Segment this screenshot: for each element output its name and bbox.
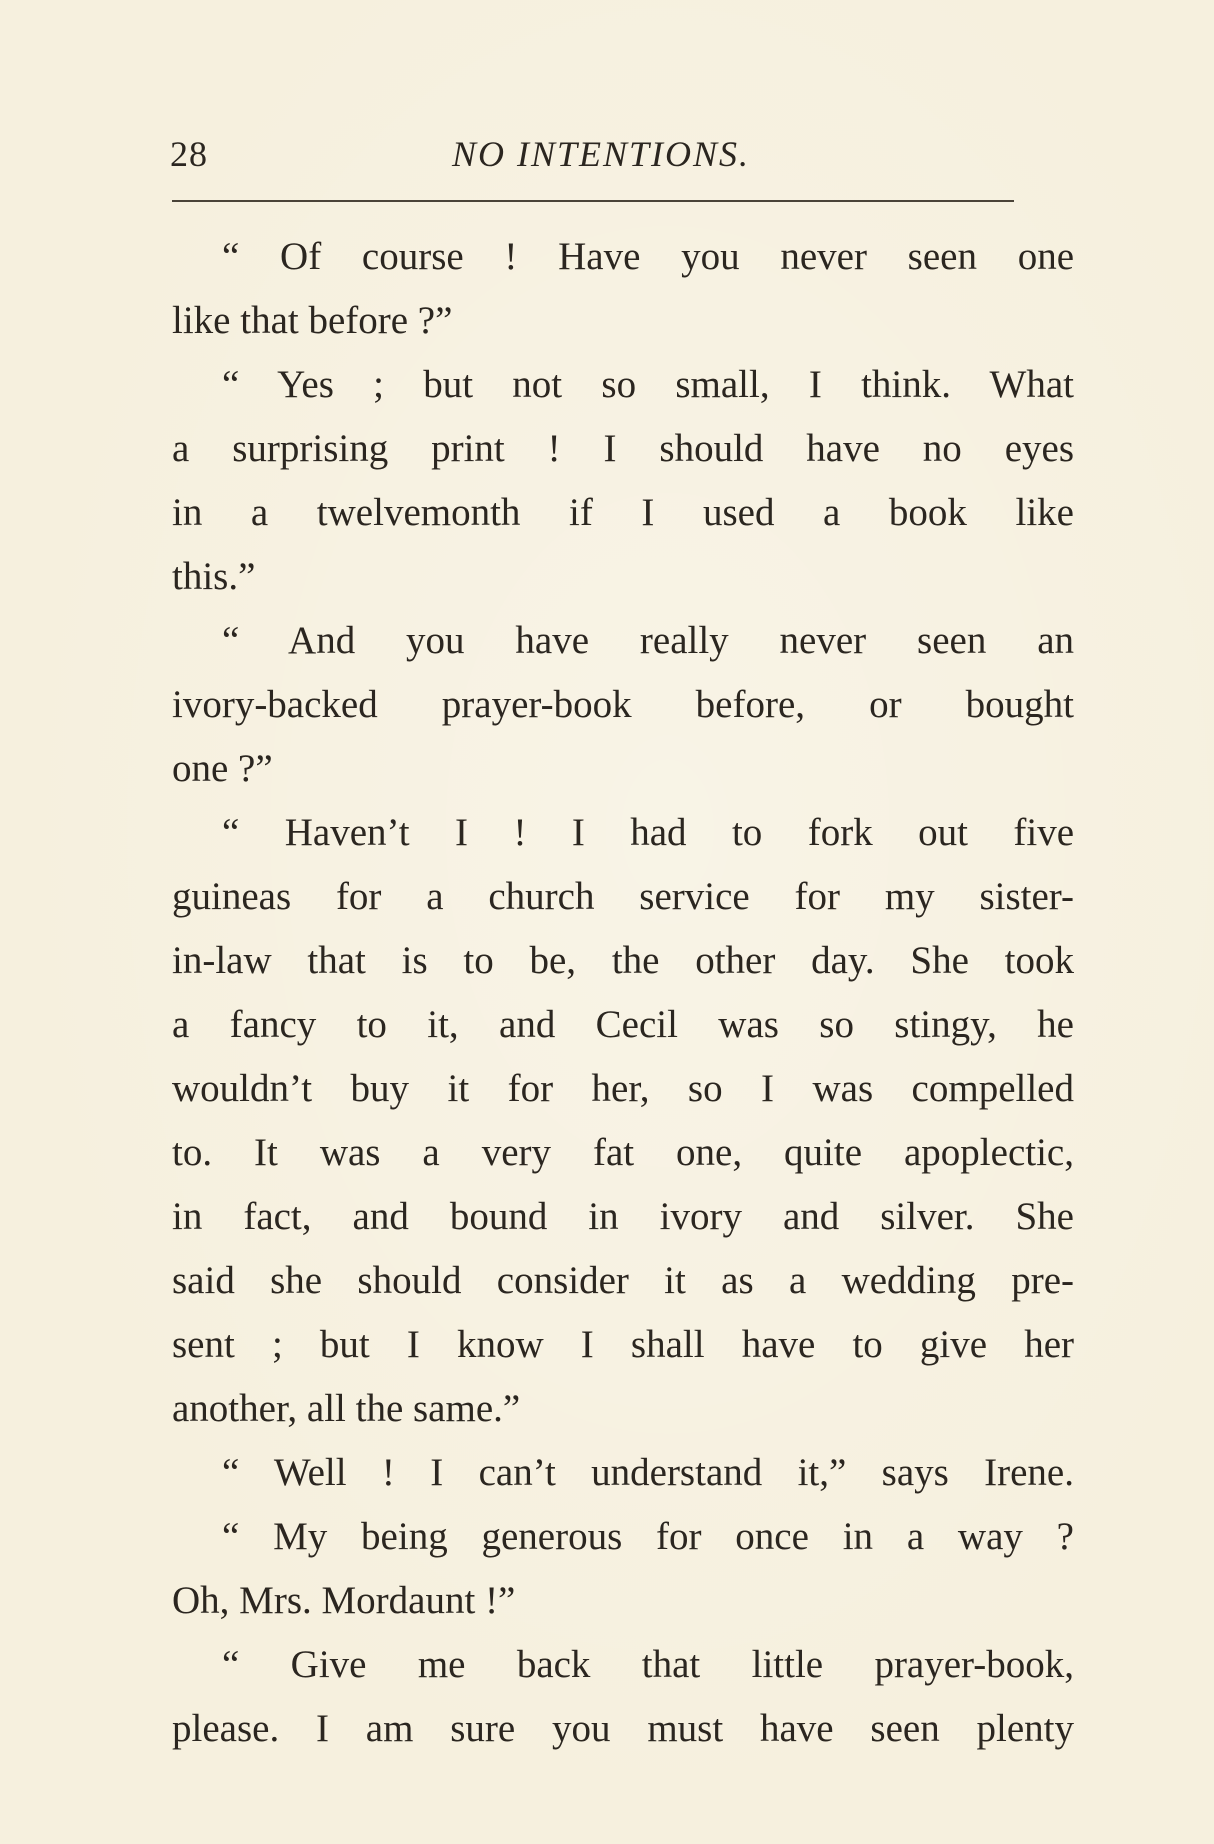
- text-line: guineas for a church service for my sister-: [172, 875, 1074, 918]
- text-line: “ Yes ; but not so small, I think. What: [222, 363, 1074, 406]
- running-title: NO INTENTIONS.: [452, 134, 751, 174]
- text-line: please. I am sure you must have seen plenty: [172, 1707, 1074, 1750]
- text-line: in a twelvemonth if I used a book like: [172, 491, 1074, 534]
- page-number: 28: [170, 134, 208, 174]
- text-line: “ Give me back that little prayer-book,: [222, 1643, 1074, 1686]
- text-line: another, all the same.”: [172, 1387, 521, 1430]
- text-line: a surprising print ! I should have no eyes: [172, 427, 1074, 470]
- text-line: like that before ?”: [172, 299, 453, 342]
- text-line: to. It was a very fat one, quite apoplectic,: [172, 1131, 1074, 1174]
- text-line: Oh, Mrs. Mordaunt !”: [172, 1579, 516, 1622]
- text-line: “ Well ! I can’t understand it,” says Irene.: [222, 1451, 1074, 1494]
- text-line: “ Haven’t I ! I had to fork out five: [222, 811, 1074, 854]
- text-line: one ?”: [172, 747, 273, 790]
- text-line: a fancy to it, and Cecil was so stingy, he: [172, 1003, 1074, 1046]
- text-line: sent ; but I know I shall have to give her: [172, 1323, 1074, 1366]
- text-line: wouldn’t buy it for her, so I was compelled: [172, 1067, 1074, 1110]
- text-line: in fact, and bound in ivory and silver. She: [172, 1195, 1074, 1238]
- text-line: ivory-backed prayer-book before, or bought: [172, 683, 1074, 726]
- text-line: said she should consider it as a wedding pre-: [172, 1259, 1074, 1302]
- text-line: in-law that is to be, the other day. She took: [172, 939, 1074, 982]
- text-line: “ And you have really never seen an: [222, 619, 1074, 662]
- text-line: this.”: [172, 555, 256, 598]
- text-line: “ Of course ! Have you never seen one: [222, 235, 1074, 278]
- text-line: “ My being generous for once in a way ?: [222, 1515, 1074, 1558]
- running-head: [170, 132, 1010, 176]
- header-rule: [172, 200, 1014, 202]
